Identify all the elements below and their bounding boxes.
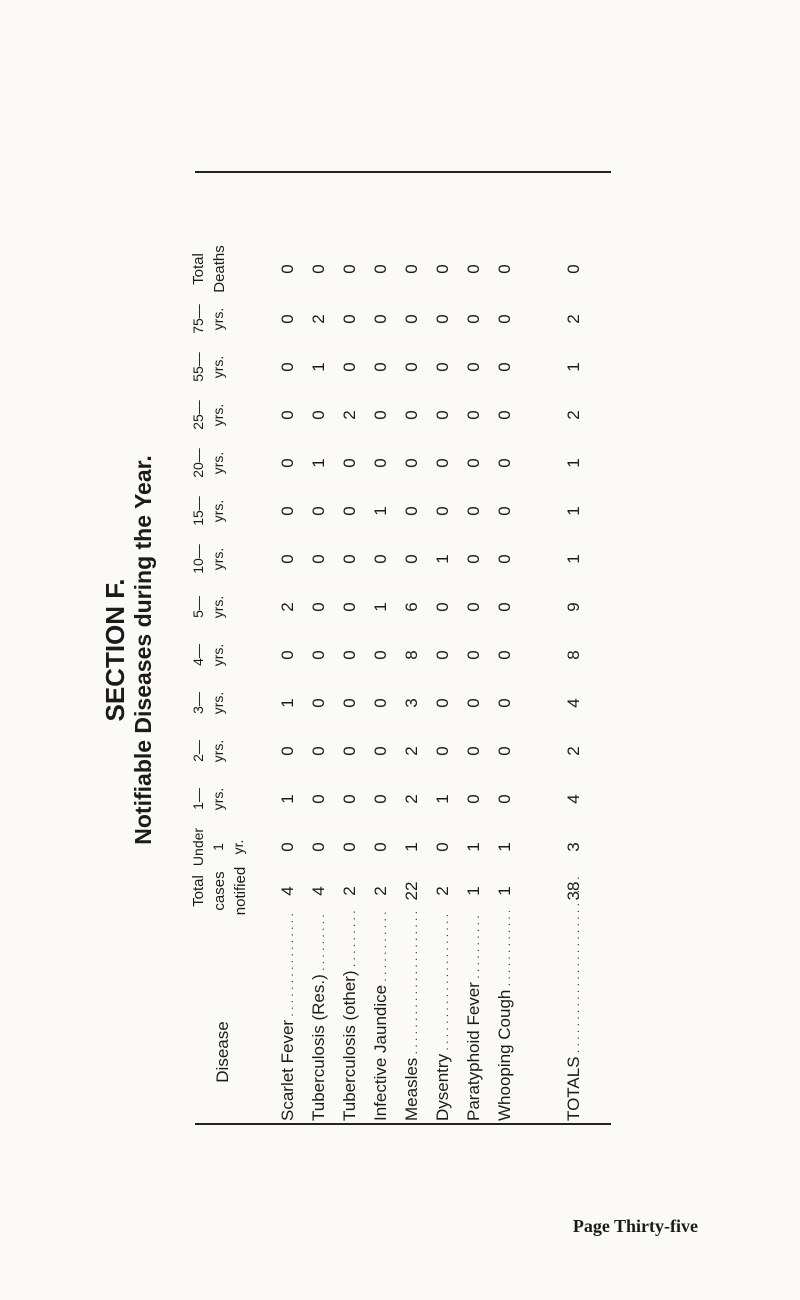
- header-age-5-line: 5—: [190, 596, 206, 618]
- header-age-8-line: yrs.: [210, 451, 226, 475]
- cell-age-5: 6: [402, 602, 421, 612]
- table-row: [433, 173, 463, 1121]
- disease-name: Tuberculosis (Res.) . . .: [309, 911, 329, 1121]
- header-age-6-line: 10—: [190, 544, 206, 574]
- cell-age-10: 0: [495, 362, 514, 372]
- cell-age-9: 0: [278, 410, 297, 420]
- cell-age-7: 0: [464, 506, 483, 516]
- header-total-deaths: [188, 229, 230, 309]
- cell-age-5: 0: [340, 602, 359, 612]
- cell-age-4: 0: [278, 650, 297, 660]
- cell-age-11: 0: [464, 314, 483, 324]
- table-row: [402, 173, 432, 1121]
- cell-age-2: 0: [309, 746, 328, 756]
- section-title: SECTION F.: [100, 578, 130, 722]
- cell-age-9: 0: [495, 410, 514, 420]
- header-age-0-line: Under: [190, 827, 206, 867]
- cell-age-9: 0: [464, 410, 483, 420]
- cell-age-0: 3: [564, 842, 583, 852]
- cell-age-3: 0: [371, 698, 390, 708]
- cell-age-1: 0: [340, 794, 359, 804]
- header-age-9-line: 25—: [190, 400, 206, 430]
- cell-age-11: 0: [278, 314, 297, 324]
- header-age-0-line: yr.: [230, 839, 246, 855]
- cell-age-4: 0: [371, 650, 390, 660]
- cell-age-9: 0: [371, 410, 390, 420]
- cell-age-6: 0: [309, 554, 328, 564]
- header-age-4-line: 4—: [190, 644, 206, 666]
- cell-age-0: 1: [402, 842, 421, 852]
- table-row: [340, 173, 370, 1121]
- header-age-11-line: yrs.: [210, 307, 226, 331]
- cell-total-deaths: 0: [340, 264, 359, 274]
- header-total-cases-line: Total: [190, 875, 207, 907]
- cell-age-4: 8: [402, 650, 421, 660]
- cell-age-8: 1: [564, 458, 583, 468]
- cell-age-10: 0: [464, 362, 483, 372]
- header-age-0-line: 1: [210, 843, 226, 851]
- cell-age-2: 0: [464, 746, 483, 756]
- cell-age-11: 0: [402, 314, 421, 324]
- cell-age-3: 0: [495, 698, 514, 708]
- cell-total-cases: 38: [564, 881, 583, 901]
- cell-age-11: 0: [433, 314, 452, 324]
- cell-age-4: 0: [309, 650, 328, 660]
- table-title: Notifiable Diseases during the Year.: [130, 455, 156, 845]
- cell-total-deaths: 0: [371, 264, 390, 274]
- cell-age-10: 0: [278, 362, 297, 372]
- cell-age-10: 1: [309, 362, 328, 372]
- disease-name: Dysentry . . .: [433, 911, 453, 1121]
- table-left-rule: [195, 1123, 611, 1125]
- cell-age-10: 0: [433, 362, 452, 372]
- cell-total-cases: 1: [495, 886, 514, 896]
- cell-age-1: 4: [564, 794, 583, 804]
- header-age-9-line: yrs.: [210, 403, 226, 427]
- cell-age-6: 0: [464, 554, 483, 564]
- cell-age-7: 0: [340, 506, 359, 516]
- cell-age-8: 0: [433, 458, 452, 468]
- cell-age-11: 0: [495, 314, 514, 324]
- cell-age-1: 2: [402, 794, 421, 804]
- cell-age-5: 0: [309, 602, 328, 612]
- cell-total-deaths: 0: [309, 264, 328, 274]
- header-total-cases-line: cases: [211, 871, 228, 911]
- page-number: Page Thirty-five: [572, 1216, 698, 1236]
- header-age-11-line: 75—: [190, 304, 206, 334]
- cell-age-10: 1: [564, 362, 583, 372]
- disease-name: TOTALS . . .: [564, 911, 584, 1121]
- cell-age-2: 0: [495, 746, 514, 756]
- cell-age-5: 0: [464, 602, 483, 612]
- cell-age-0: 1: [464, 842, 483, 852]
- header-age-8-line: 20—: [190, 448, 206, 478]
- cell-age-2: 0: [371, 746, 390, 756]
- header-total-deaths-line: Total: [190, 253, 207, 285]
- cell-total-deaths: 0: [564, 264, 583, 274]
- cell-age-4: 8: [564, 650, 583, 660]
- header-total-deaths-line: Deaths: [211, 245, 228, 293]
- cell-age-2: 2: [564, 746, 583, 756]
- cell-total-cases: 2: [433, 886, 452, 896]
- cell-age-7: 0: [309, 506, 328, 516]
- cell-age-3: 3: [402, 698, 421, 708]
- header-total-cases-line: notified: [232, 866, 249, 916]
- cell-age-0: 0: [278, 842, 297, 852]
- cell-age-5: 1: [371, 602, 390, 612]
- cell-age-9: 2: [340, 410, 359, 420]
- header-age-3-line: 3—: [190, 692, 206, 714]
- table-row: [309, 173, 339, 1121]
- cell-age-8: 0: [340, 458, 359, 468]
- cell-age-9: 0: [309, 410, 328, 420]
- cell-age-8: 0: [371, 458, 390, 468]
- cell-age-9: 0: [433, 410, 452, 420]
- cell-age-6: 0: [495, 554, 514, 564]
- cell-age-6: 0: [278, 554, 297, 564]
- header-age-7-line: yrs.: [210, 499, 226, 523]
- header-disease: Disease: [213, 1021, 232, 1083]
- cell-age-6: 0: [340, 554, 359, 564]
- header-age-10-line: yrs.: [210, 355, 226, 379]
- disease-name: Whooping Cough . . .: [495, 911, 515, 1121]
- cell-age-5: 0: [495, 602, 514, 612]
- cell-age-3: 0: [340, 698, 359, 708]
- disease-name: Tuberculosis (other) . . .: [340, 911, 360, 1121]
- header-age-1-line: yrs.: [210, 787, 226, 811]
- cell-age-5: 0: [433, 602, 452, 612]
- cell-age-7: 1: [564, 506, 583, 516]
- cell-age-3: 0: [309, 698, 328, 708]
- cell-age-1: 0: [464, 794, 483, 804]
- cell-age-1: 0: [495, 794, 514, 804]
- cell-age-2: 2: [402, 746, 421, 756]
- cell-age-7: 1: [371, 506, 390, 516]
- header-age-2-line: 2—: [190, 740, 206, 762]
- cell-total-deaths: 0: [464, 264, 483, 274]
- cell-age-2: 0: [278, 746, 297, 756]
- cell-age-11: 2: [309, 314, 328, 324]
- cell-age-2: 0: [340, 746, 359, 756]
- cell-total-deaths: 0: [278, 264, 297, 274]
- cell-age-3: 0: [464, 698, 483, 708]
- cell-total-deaths: 0: [402, 264, 421, 274]
- cell-total-deaths: 0: [433, 264, 452, 274]
- cell-age-10: 0: [371, 362, 390, 372]
- table-row: [464, 173, 494, 1121]
- header-age-2-line: yrs.: [210, 739, 226, 763]
- cell-age-7: 0: [433, 506, 452, 516]
- cell-age-4: 0: [433, 650, 452, 660]
- cell-age-9: 0: [402, 410, 421, 420]
- header-age-7-line: 15—: [190, 496, 206, 526]
- cell-age-11: 0: [371, 314, 390, 324]
- cell-age-1: 0: [371, 794, 390, 804]
- cell-age-5: 9: [564, 602, 583, 612]
- disease-name: Paratyphoid Fever . . .: [464, 911, 484, 1121]
- cell-total-deaths: 0: [495, 264, 514, 274]
- disease-name: Infective Jaundice . . .: [371, 911, 391, 1121]
- cell-age-2: 0: [433, 746, 452, 756]
- cell-age-1: 1: [278, 794, 297, 804]
- cell-total-cases: 1: [464, 886, 483, 896]
- cell-age-9: 2: [564, 410, 583, 420]
- totals-row: [564, 173, 594, 1121]
- cell-age-7: 0: [495, 506, 514, 516]
- header-age-3-line: yrs.: [210, 691, 226, 715]
- table-row: [278, 173, 308, 1121]
- cell-total-cases: 2: [371, 886, 390, 896]
- cell-age-0: 1: [495, 842, 514, 852]
- cell-age-8: 1: [309, 458, 328, 468]
- cell-age-1: 0: [309, 794, 328, 804]
- header-age-10-line: 55—: [190, 352, 206, 382]
- disease-name: Scarlet Fever . . .: [278, 911, 298, 1121]
- cell-age-6: 0: [402, 554, 421, 564]
- cell-total-cases: 22: [402, 881, 421, 901]
- cell-age-0: 0: [309, 842, 328, 852]
- header-age-4-line: yrs.: [210, 643, 226, 667]
- cell-age-6: 0: [371, 554, 390, 564]
- cell-age-7: 0: [278, 506, 297, 516]
- table-row: [495, 173, 525, 1121]
- cell-age-8: 0: [464, 458, 483, 468]
- cell-age-11: 0: [340, 314, 359, 324]
- cell-age-0: 0: [371, 842, 390, 852]
- cell-age-10: 0: [402, 362, 421, 372]
- cell-age-4: 0: [340, 650, 359, 660]
- cell-age-3: 1: [278, 698, 297, 708]
- cell-age-10: 0: [340, 362, 359, 372]
- cell-age-8: 0: [278, 458, 297, 468]
- header-age-6-line: yrs.: [210, 547, 226, 571]
- cell-total-cases: 4: [278, 886, 297, 896]
- cell-age-7: 0: [402, 506, 421, 516]
- rotated-table: [100, 165, 610, 1135]
- cell-age-4: 0: [495, 650, 514, 660]
- cell-age-6: 1: [433, 554, 452, 564]
- cell-age-3: 0: [433, 698, 452, 708]
- cell-age-5: 2: [278, 602, 297, 612]
- header-age-1-line: 1—: [190, 788, 206, 810]
- cell-age-8: 0: [402, 458, 421, 468]
- cell-age-3: 4: [564, 698, 583, 708]
- cell-total-cases: 2: [340, 886, 359, 896]
- cell-age-8: 0: [495, 458, 514, 468]
- disease-name: Measles . . .: [402, 911, 422, 1121]
- cell-age-11: 2: [564, 314, 583, 324]
- cell-age-0: 0: [340, 842, 359, 852]
- cell-age-4: 0: [464, 650, 483, 660]
- header-age-5-line: yrs.: [210, 595, 226, 619]
- cell-age-6: 1: [564, 554, 583, 564]
- cell-age-1: 1: [433, 794, 452, 804]
- cell-age-0: 0: [433, 842, 452, 852]
- table-row: [371, 173, 401, 1121]
- cell-total-cases: 4: [309, 886, 328, 896]
